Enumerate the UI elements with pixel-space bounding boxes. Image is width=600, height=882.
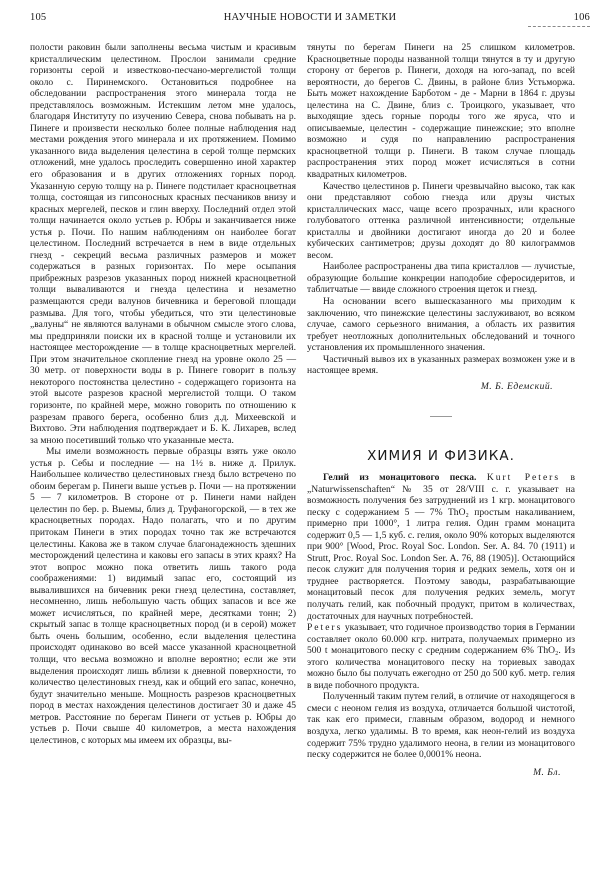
right-column (307, 42, 575, 778)
paragraph (307, 472, 575, 622)
paragraph: Частичный вывоз их в указанных размерах возможен уже и в настоящее время. (307, 353, 575, 377)
author-signature: М. Б. Едемский. (480, 380, 553, 392)
paragraph-text: в „Naturwissenschaften“ № 35 от 28/VIII с. г. указывает на возможность получения без затруднений из 1 кгр. монацитового песку с содержанием 5 — 7% ThO₂ простым накаливанием, примерно при 1000°, 1 литра гелия. Один грамм монацита содержит 0,5 — 1,5 куб. с. гелия, около 90% которых выделяются при 900° [Wood, Proc. Royal Soc. London. Ser. A. 84. 70 (1911) и Strutt, Proc. Royal Soc. London Ser. A. 76, 88 (1905)]. Остающийся песок служит для получения тория и редких земель, хотя он и труднее растворяется. Поэтому заводы, разрабатывающие монацитовый песок для получения редких земель, могут получать гелий, как побочный продукт, притом в количествах, достаточных для научных потребностей. (307, 471, 576, 622)
section-divider (430, 416, 452, 417)
header-rule (528, 26, 590, 27)
page-number-right: 106 (573, 12, 590, 23)
section-heading: ХИМИЯ И ФИЗИКА. (367, 448, 515, 465)
left-column (30, 42, 296, 746)
paragraph: Наиболее распространены два типа кристаллов — лучистые, образующие большие конкреции наподобие сферосидеритов, и таблитчатые — ввиде сложного строения щеток и гнезд. (307, 261, 575, 296)
running-head (30, 12, 590, 28)
paragraph: полости раковин были заполнены весьма чистым и красивым кристаллическим целестином. Прослои занимали средние горизонты серой и известково-песчано-мергелистой толщи около с. Пиринемского. Остановиться подробнее на обследовании распространения этого минерала тогда не представлялось возможным. Истекшим летом мне удалось, благодаря Институту по изучению Севера, снова побывать на р. Пинеге и произвести несколько более полные наблюдения над местами рождения этого минерала и их протяжением. Помимо указанного вида выделения целестина в серой толще пермских отложений, мне удалось проследить совершенно иной характер его образования и в других отложениях горных пород. Указанную серую толщу на р. Пинеге подстилает красноцветная толща, состоящая из гипсоносных красных песчаников внизу и красных мергелей, песков и глин вверху. Последний отдел этой толщи начинается около устьев р. Юбры и заканчивается ниже устья р. Почи. По нашим наблюдениям он наиболее богат целестином. Последний встречается в нем в виде отдельных гнезд - секреций весьма различных размеров и может содержаться в разных горизонтах. По мере осыпания прибрежных разрезов указанных пород нижней красноцветной толщи вываливаются и гнезда целестина и незаметно размещаются среди валунов бичевника и береговой площади размыва. Для того, чтобы убедиться, что эти целестиновые „валуны“ не являются валунами в обычном смысле этого слова, мы предприняли поиски их в красной толще и установили их настоящее месторождение — в толще красноцветных мергелей. При этом значительное скопление гнезд на уровне около 25 — 30 метр. от поверхности воды в р. Пинеге говорит в пользу некоторого постоянства целестино - содержащего горизонта на этой высоте разрезов красной мергелистой толщи. О таком горизонте, по крайней мере, можно говорить по отношению к разрезам правого берега, особенно близ д.д. Михеевской и Вихтово. Эти наблюдения подтверждает и Б. К. Лихарев, вслед за мною посетивший только что указанные места. (30, 42, 296, 446)
paragraph: Полученный таким путем гелий, в отличие от находящегося в смеси с неоном гелия из воздуха, отличается большой чистотой, так как его примеси, главным образом, водород и немного воздуха, легко удалимы. В то время, как неон-гелий из воздуха содержит 75% трудно удалимого неона, в гелии из монацитового песку содержится не более 0,0001% неона. (307, 691, 575, 761)
cited-author: Peters (307, 622, 343, 634)
article-title: Гелий из монацитового песка. (323, 471, 477, 483)
paragraph (307, 622, 575, 691)
author-signature: М. Бл. (533, 766, 561, 778)
paragraph: На основании всего вышесказанного мы приходим к заключению, что пинежские целестины заслуживают, во всяком случае, самого серьезного внимания, а область их развития требует неотложных дополнительных обследований и точного установления их промышленного значения. (307, 296, 575, 354)
paragraph: Мы имели возможность первые образцы взять уже около устья р. Себы и последние — на 1½ в. ниже д. Прилук. Наибольшее количество целестиновых гнезд было встречено по обоим берегам р. Пинеги выше устьев р. Почи — на протяжении 5 — 7 километров. В стороне от р. Пинеги нами найден целестин по бер. р. Выемы, близ д. Труфаногорской, — в тех же красноцветных породах. Надо полагать, что и по другим притокам Пинеги в этих породах точно так же встречаются целестины. Какова же в таком случае благонадежность здешних месторождений целестина и каковы его запасы в этих краях? На этот вопрос можно пока ответить лишь такого рода соображениями: 1) видимый запас его, состоящий из вывалившихся на бичевник реки гнезд целестина, составляет, несомненно, лишь небольшую часть общих запасов и все же может исчисляться, по крайней мере, десятками тонн; 2) скрытый запас в толще красноцветных пород (и в серой) может быть очень большим, особенно, если выделения целестина происходят одинаково во всей массе указанной красноцветной толщи, что весьма возможно и вполне вероятно; если же эти выделения происходят лишь вблизи к дневной поверхности, то количество целестиновых гнезд, как и общий его запас, конечно, будут значительно меньше. Мощность разрезов красноцветных пород в местах нахождения целестинов достигает 30 и даже 45 метров. Расстояние по берегам Пинеги от устьев р. Юбры до устьев р. Почи свыше 40 километров, а места нахождения целестинов, с которых мы имеем их образцы, вы- (30, 446, 296, 746)
article-author: Kurt Peters (486, 471, 561, 483)
paragraph-text: указывает, что годичное производство тория в Германии составляет около 60.000 кгр. нитрата, получаемых примерно из 500 t монацитового песку с средним содержанием 6% ThO₂. Из этого количества монацитового песку на ториевых заводах можно было бы получать ежегодно от 250 до 500 куб. метр. гелия в виде побочного продукта. (307, 622, 575, 691)
page-number-left: 105 (30, 12, 47, 23)
paragraph: тянуты по берегам Пинеги на 25 слишком километров. Красноцветные породы названной толщи тянутся в ту и другую сторону от берегов р. Пинеги, доходя на юго-запад, по всей вероятности, до берегов С. Двины, в районе близ Устьморжа. Быть может нахождение Барботом - де - Марни в 1864 г. друзы целестина на С. Двине, близ с. Троицкого, указывает, что выходящие здесь горные породы того же яруса, что и описываемые, целестин - содержащие пинежские; это вполне возможно и судя по направлению распространения красноцветной толщи р. Пинеги. В таком случае площадь распространения этих пород может исчисляться в сотни квадратных километров. (307, 42, 575, 181)
running-title: НАУЧНЫЕ НОВОСТИ И ЗАМЕТКИ (223, 12, 397, 23)
paragraph: Качество целестинов р. Пинеги чрезвычайно высоко, так как они представляют собою гнезда или друзы чистых кристаллических масс, чаще всего прозрачных, или красного голубоватого оттенка различной интенсивности; отдельные кристаллы и двойники достигают иногда до 20 и более кубических сантиметров; друзы доходят до 80 килограммов весом. (307, 180, 575, 261)
